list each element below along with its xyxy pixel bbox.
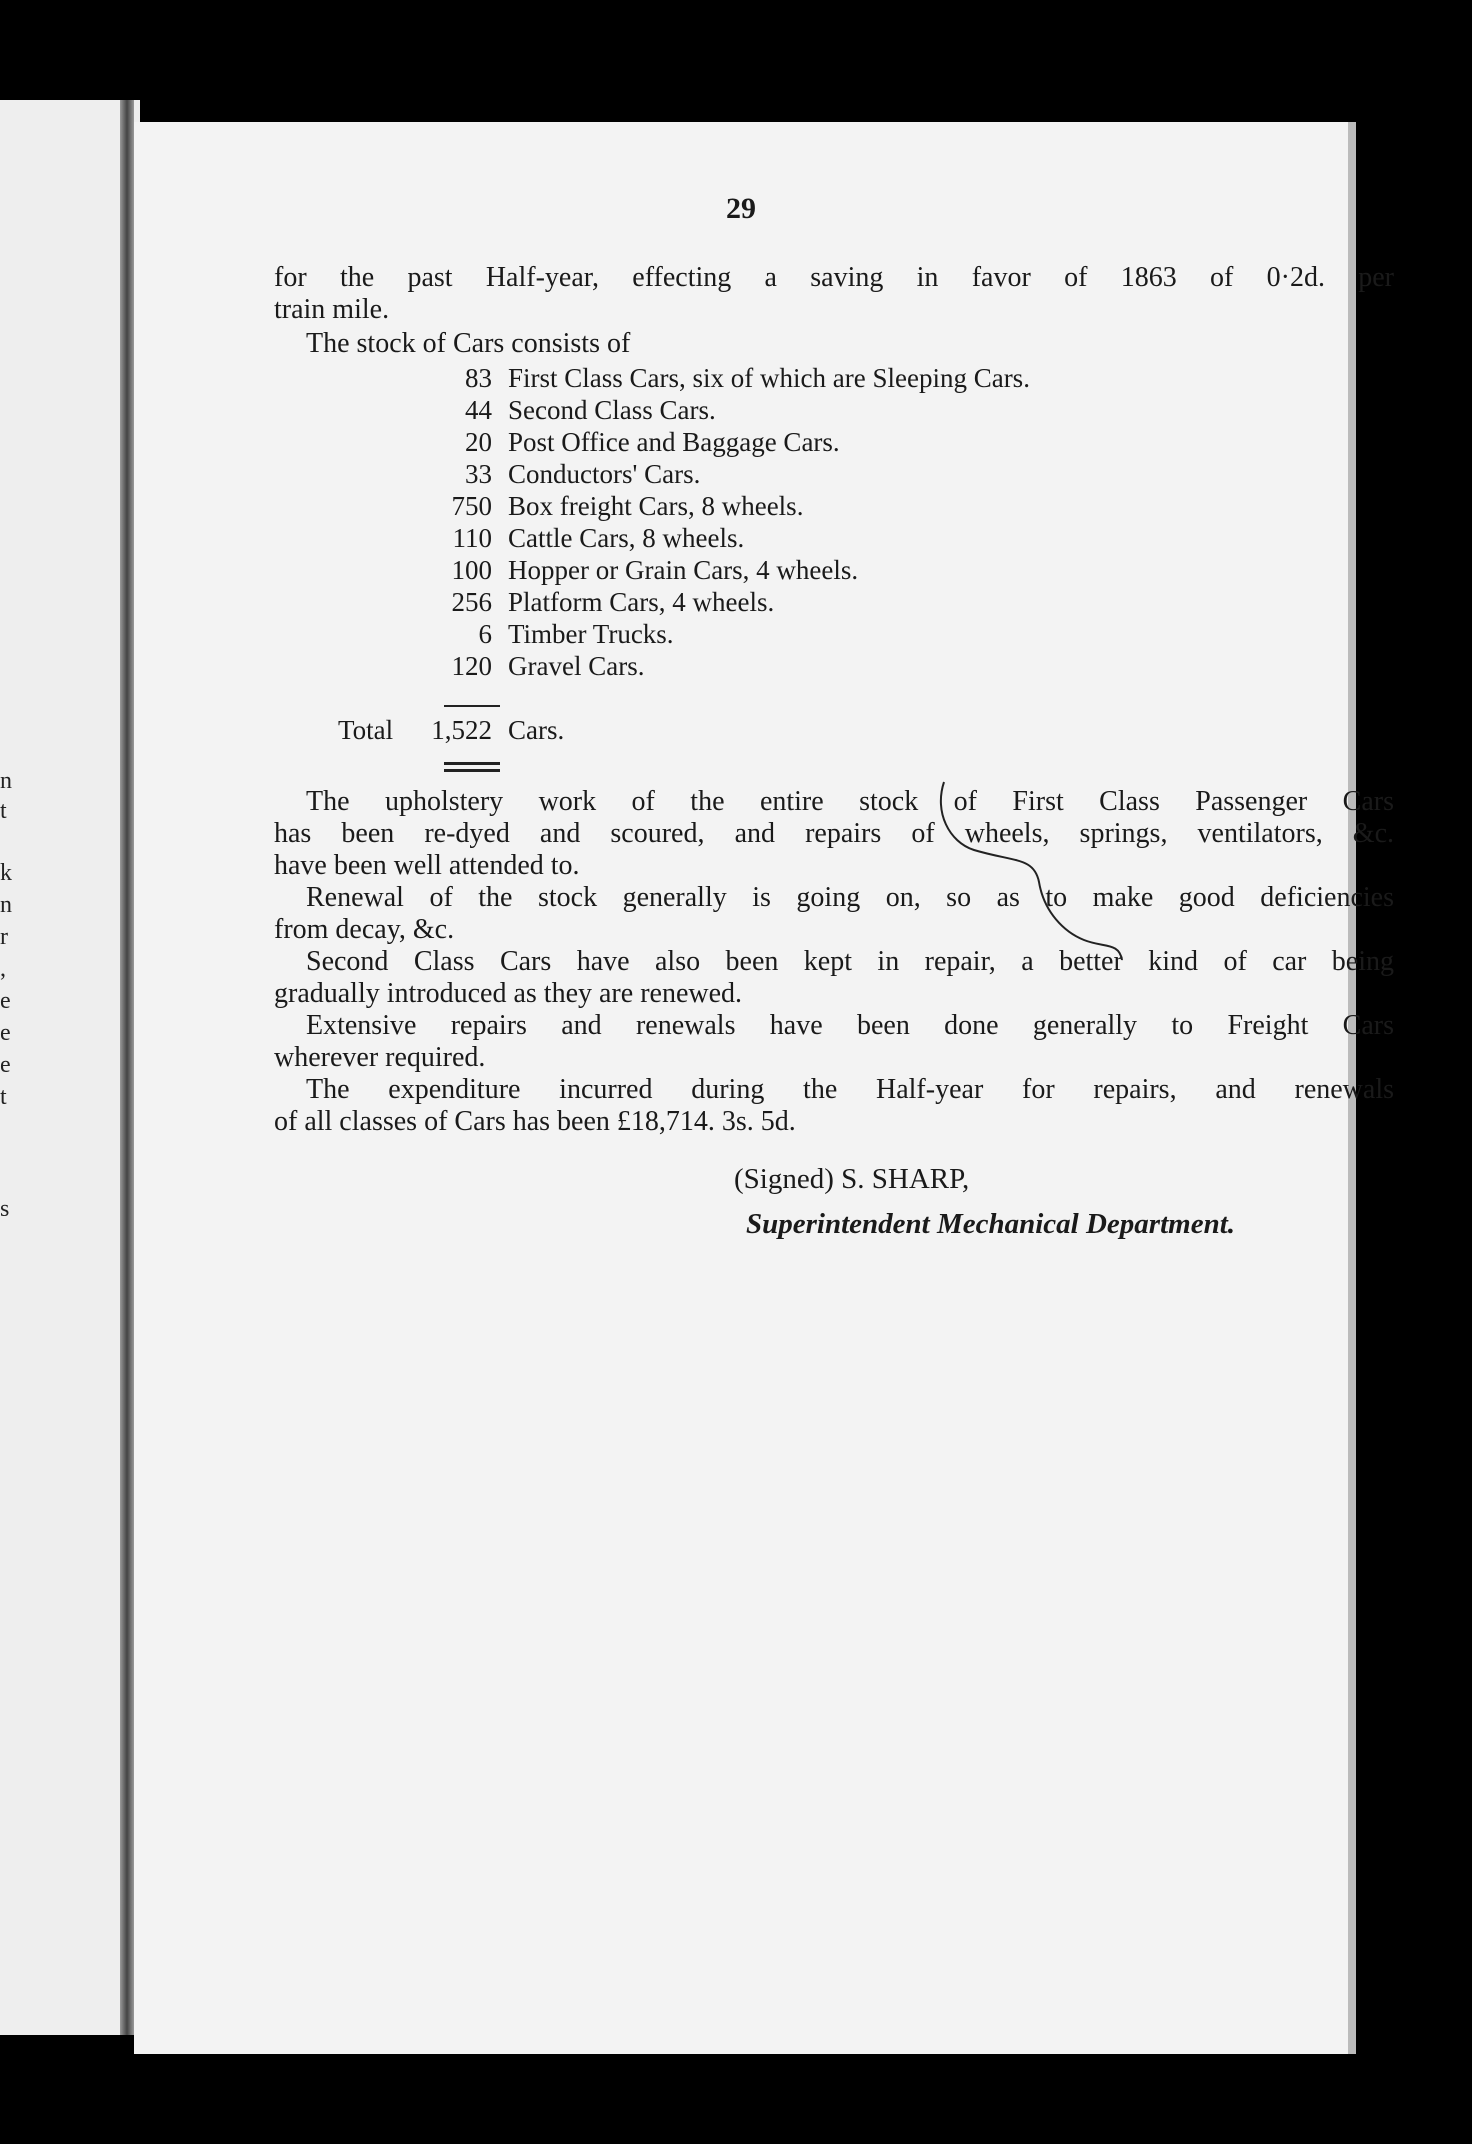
paragraph-line: Second Class Cars have also been kept in repair, a better kind of car being bbox=[306, 946, 1394, 977]
stock-total-label: Total bbox=[338, 715, 394, 745]
stock-qty: 6 bbox=[478, 619, 492, 649]
stock-desc: Second Class Cars. bbox=[508, 395, 716, 425]
stock-heading: The stock of Cars consists of bbox=[306, 328, 631, 359]
signature-title: Superintendent Mechanical Department. bbox=[746, 1208, 1236, 1240]
stock-desc: Timber Trucks. bbox=[508, 619, 674, 649]
total-double-rule bbox=[444, 769, 500, 772]
fragment: s bbox=[0, 1196, 10, 1222]
stock-desc: Box freight Cars, 8 wheels. bbox=[508, 491, 804, 521]
stock-qty: 33 bbox=[465, 459, 492, 489]
left-page-margin bbox=[0, 100, 140, 2035]
paragraph-line: Extensive repairs and renewals have been done generally to Freight Cars bbox=[306, 1010, 1394, 1041]
stock-desc: Hopper or Grain Cars, 4 wheels. bbox=[508, 555, 859, 585]
paragraph-line: The upholstery work of the entire stock of First Class Passenger Cars bbox=[306, 786, 1394, 817]
total-rule bbox=[444, 705, 500, 707]
stock-desc: First Class Cars, six of which are Sleeping Cars. bbox=[508, 363, 1030, 393]
paragraph-line: have been well attended to. bbox=[274, 850, 580, 881]
paragraph-line: The expenditure incurred during the Half-year for repairs, and renewals bbox=[306, 1074, 1394, 1105]
fragment: e bbox=[0, 988, 11, 1014]
document-page bbox=[134, 122, 1394, 2054]
fragment: e bbox=[0, 1052, 11, 1078]
left-page-text-fragments bbox=[0, 100, 30, 2035]
stock-qty: 100 bbox=[451, 555, 492, 585]
stock-qty: 256 bbox=[451, 587, 492, 617]
fragment: n bbox=[0, 768, 12, 794]
stock-desc: Post Office and Baggage Cars. bbox=[508, 427, 840, 457]
stock-desc: Gravel Cars. bbox=[508, 651, 645, 681]
paragraph-line: has been re-dyed and scoured, and repairs of wheels, springs, ventilators, &c. bbox=[274, 818, 1394, 849]
stock-desc: Conductors' Cars. bbox=[508, 459, 701, 489]
intro-line-2: train mile. bbox=[274, 294, 390, 325]
fragment: r bbox=[0, 924, 8, 950]
total-double-rule bbox=[444, 762, 500, 765]
stock-qty: 44 bbox=[465, 395, 492, 425]
paragraph-line: wherever required. bbox=[274, 1042, 486, 1073]
page-number: 29 bbox=[726, 192, 756, 225]
stock-qty: 110 bbox=[452, 523, 492, 553]
intro-line-1: for the past Half-year, effecting a saving in favor of 1863 of 0·2d. per bbox=[274, 262, 1394, 293]
stock-desc: Platform Cars, 4 wheels. bbox=[508, 587, 775, 617]
stock-qty: 120 bbox=[451, 651, 492, 681]
stock-qty: 750 bbox=[451, 491, 492, 521]
stock-desc: Cattle Cars, 8 wheels. bbox=[508, 523, 745, 553]
signature-signed: (Signed) S. SHARP, bbox=[734, 1163, 970, 1195]
stock-qty: 20 bbox=[465, 427, 492, 457]
paragraph-line: from decay, &c. bbox=[274, 914, 455, 945]
paragraph-line: Renewal of the stock generally is going on, so as to make good deficiencies bbox=[306, 882, 1394, 913]
paragraph-line: gradually introduced as they are renewed. bbox=[274, 978, 743, 1009]
book-spine bbox=[120, 100, 134, 2035]
fragment: k bbox=[0, 860, 12, 886]
stock-qty: 83 bbox=[465, 363, 492, 393]
fragment: , bbox=[0, 956, 6, 982]
stock-total-unit: Cars. bbox=[508, 715, 565, 745]
stock-total-qty: 1,522 bbox=[431, 715, 492, 745]
paragraph-line: of all classes of Cars has been £18,714. 3s. 5d. bbox=[274, 1106, 796, 1137]
fragment: n bbox=[0, 892, 12, 918]
fragment: e bbox=[0, 1020, 11, 1046]
fragment: t bbox=[0, 1084, 7, 1110]
fragment: t bbox=[0, 798, 7, 824]
